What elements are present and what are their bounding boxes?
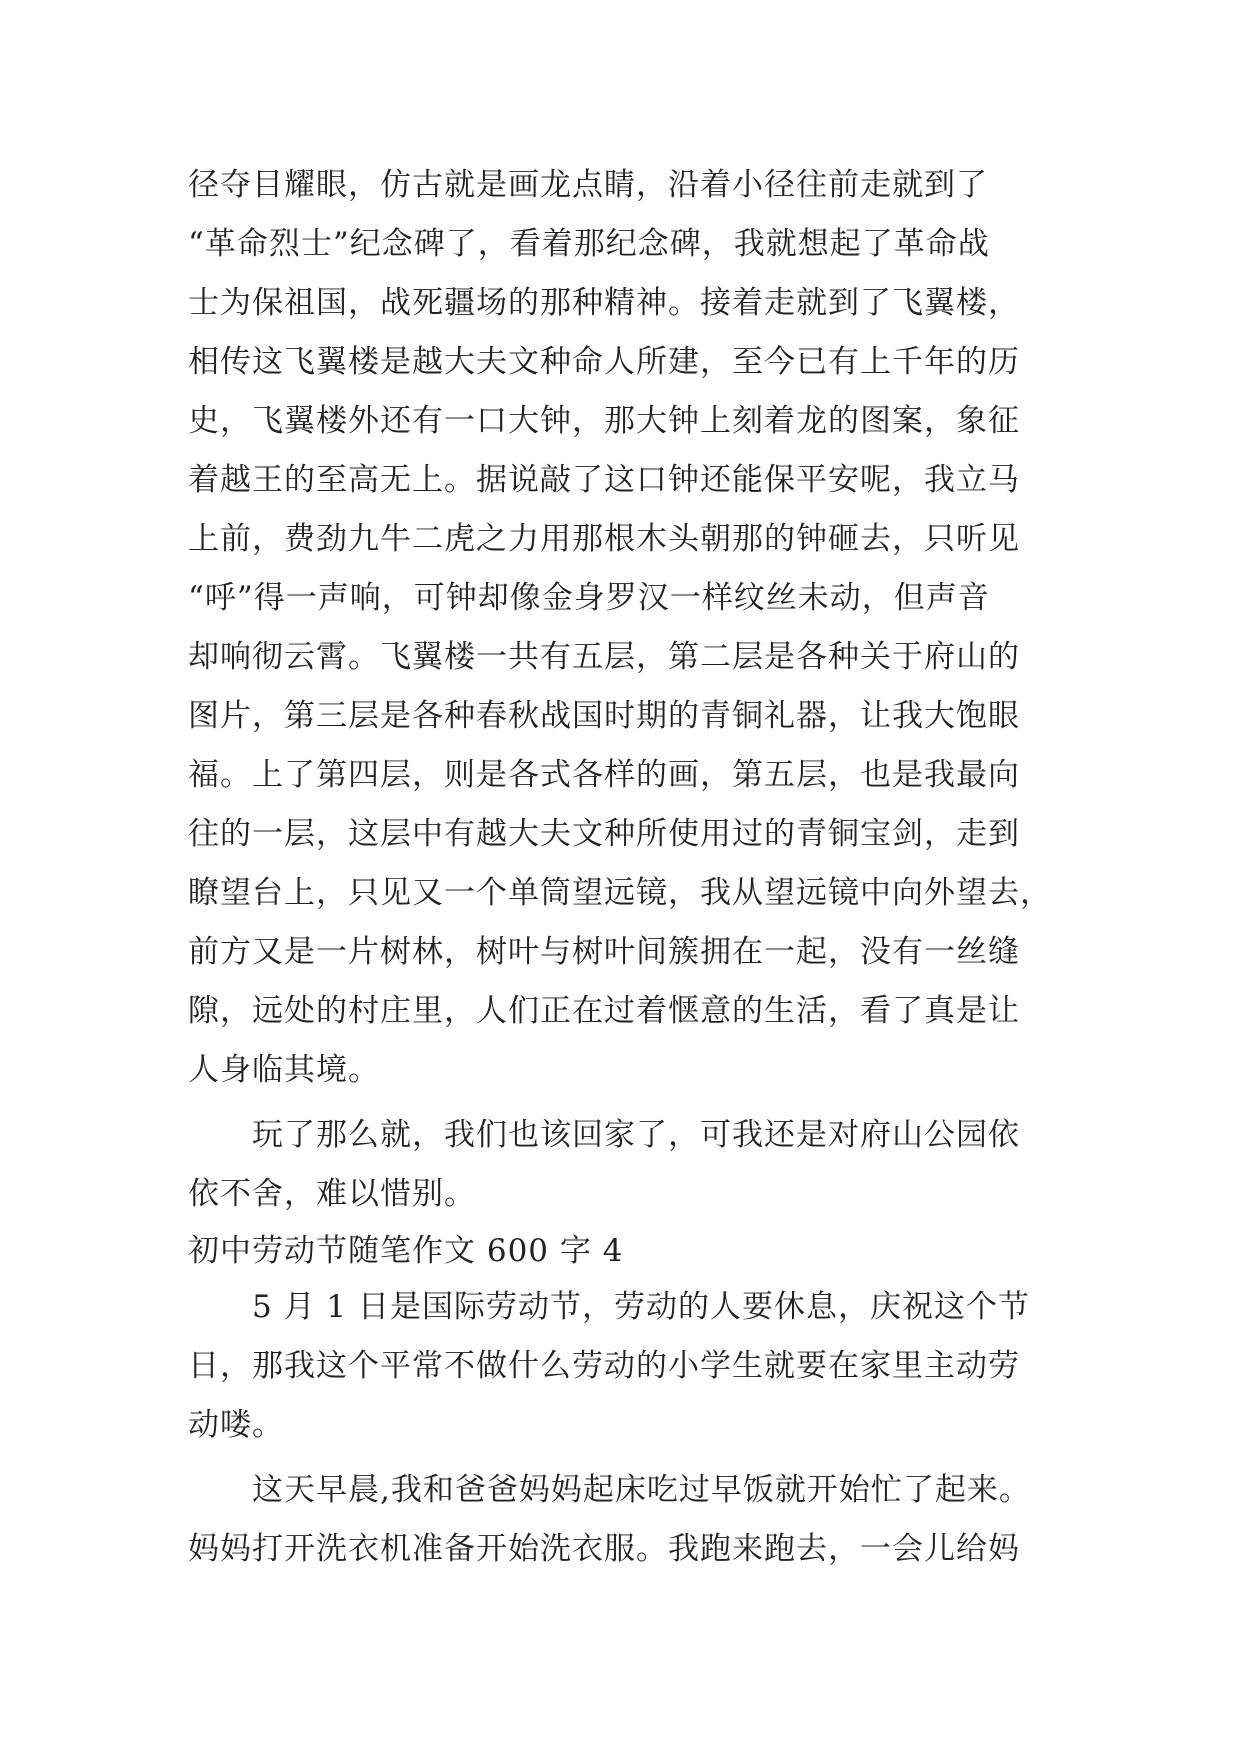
text-line: 前方又是一片树林，树叶与树叶间簇拥在一起，没有一丝缝 [188,934,1020,970]
text-line: 上前，费劲九牛二虎之力用那根木头朝那的钟砸去，只听见 [188,521,1020,557]
text-line: 隙，远处的村庄里，人们正在过着惬意的生活，看了真是让 [188,993,1020,1029]
text-line: 往的一层，这层中有越大夫文种所使用过的青铜宝剑，走到 [188,816,1020,852]
text-line: 人身临其境。 [188,1052,380,1088]
text-line: 福。上了第四层，则是各式各样的画，第五层，也是我最向 [188,757,1020,793]
text-line: 妈妈打开洗衣机准备开始洗衣服。我跑来跑去，一会儿给妈 [188,1531,1020,1567]
text-line: 日，那我这个平常不做什么劳动的小学生就要在家里主动劳 [188,1348,1020,1384]
paragraph-first-line: 这天早晨,我和爸爸妈妈起床吃过早饭就开始忙了起来。 [188,1472,1031,1508]
text-line: 径夺目耀眼，仿古就是画龙点睛，沿着小径往前走就到了 [188,167,988,203]
text-line: 动喽。 [188,1407,284,1443]
text-line: 却响彻云霄。飞翼楼一共有五层，第二层是各种关于府山的 [188,639,1020,675]
text-line: 着越王的至高无上。据说敲了这口钟还能保平安呢，我立马 [188,462,1020,498]
text-line: 瞭望台上，只见又一个单筒望远镜，我从望远镜中向外望去， [188,875,1052,911]
text-line: 士为保祖国，战死疆场的那种精神。接着走就到了飞翼楼， [188,285,1020,321]
paragraph-first-line: 5 月 1 日是国际劳动节，劳动的人要休息，庆祝这个节 [188,1289,1031,1325]
document-body [188,156,1058,1579]
text-line: 相传这飞翼楼是越大夫文种命人所建，至今已有上千年的历 [188,344,1020,380]
text-line: 史，飞翼楼外还有一口大钟，那大钟上刻着龙的图案，象征 [188,403,1020,439]
section-heading: 初中劳动节随笔作文 600 字 4 [188,1233,624,1269]
text-line: “呼”得一声响，可钟却像金身罗汉一样纹丝未动，但声音 [188,580,990,616]
paragraph-first-line: 玩了那么就，我们也该回家了，可我还是对府山公园依 [188,1117,1020,1153]
text-line: “革命烈士”纪念碑了，看着那纪念碑，我就想起了革命战 [188,226,990,262]
text-line: 依不舍，难以惜别。 [188,1176,476,1212]
text-line: 图片，第三层是各种春秋战国时期的青铜礼器，让我大饱眼 [188,698,1020,734]
